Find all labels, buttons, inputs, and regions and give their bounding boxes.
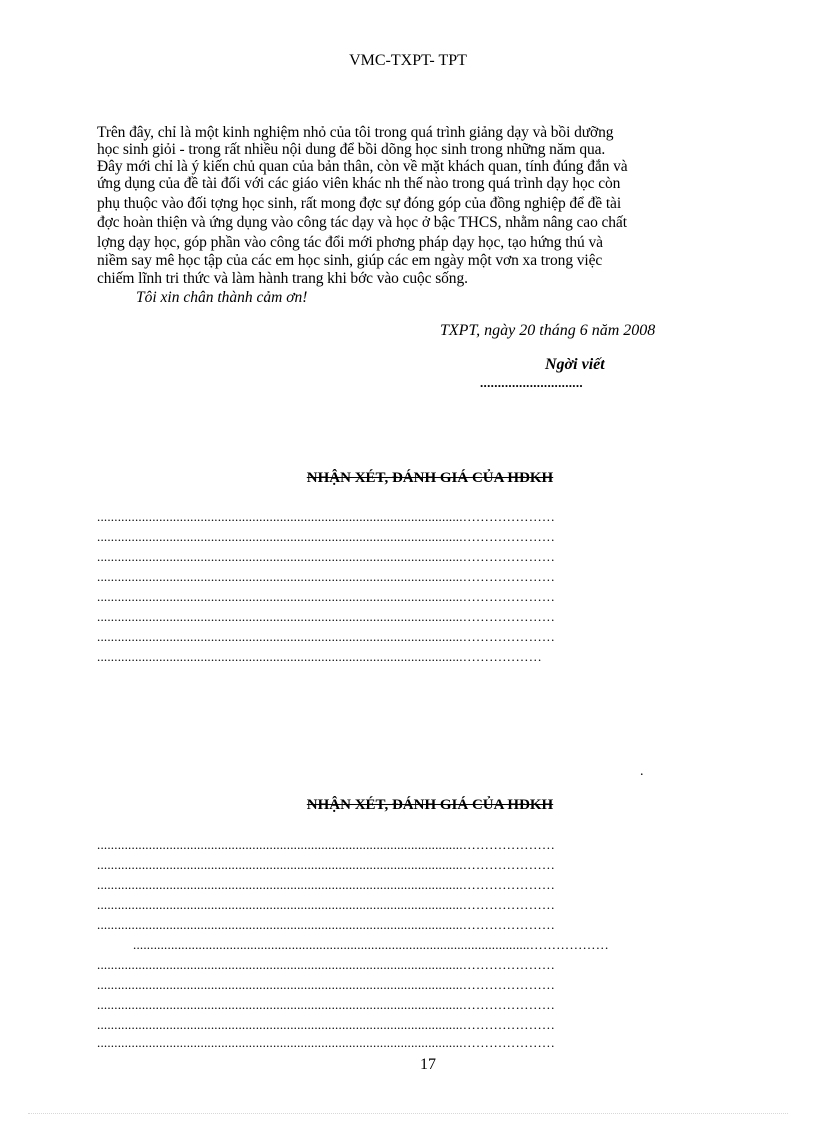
- page-number: 17: [420, 1056, 436, 1073]
- section2-heading: NHẬN XÉT, ĐÁNH GIÁ CỦA HĐKH: [306, 797, 554, 813]
- paragraph-line: Đây mới chỉ là ý kiến chủ quan của bản thân, còn về mặt khách quan, tính đúng đắn và: [97, 158, 628, 175]
- comment-line: ..........................................................................................................…………………: [97, 1036, 556, 1050]
- comment-line: ..........................................................................................................…………………: [97, 550, 556, 564]
- paragraph-line: học sinh giỏi - trong rất nhiều nội dung để bồi dõng học sinh trong những năm qua.: [97, 141, 606, 158]
- comment-line: ..........................................................................................................…………………: [97, 1018, 556, 1032]
- comment-line: ..........................................................................................................…………………: [97, 978, 556, 992]
- footer-divider: [28, 1113, 788, 1114]
- section1-heading: NHẬN XÉT, ĐÁNH GIÁ CỦA HĐKH: [306, 470, 554, 486]
- comment-line: ..........................................................................................................…………………: [97, 610, 556, 624]
- comment-line: ..........................................................................................................…………………: [97, 998, 556, 1012]
- paragraph-line: ứng dụng của đề tài đối với các giáo viên khác nh thế nào trong quá trình dạy học còn: [97, 175, 621, 192]
- paragraph-line: lợng dạy học, góp phần vào công tác đổi mới phơng pháp dạy học, tạo hứng thú và: [97, 234, 603, 251]
- comment-line: ..........................................................................................................………………: [97, 650, 542, 664]
- comment-line: ..........................................................................................................…………………: [97, 898, 556, 912]
- comment-line: ..........................................................................................................…………………: [97, 530, 556, 544]
- page-header: VMC-TXPT- TPT: [349, 52, 467, 69]
- comment-line: ..........................................................................................................…………………: [97, 958, 556, 972]
- paragraph-line: đợc hoàn thiện và ứng dụng vào công tác dạy và học ở bậc THCS, nhằm nâng cao chất: [97, 214, 627, 231]
- thanks-line: Tôi xin chân thành cảm ơn!: [136, 289, 308, 306]
- signature-dots: .............................: [480, 375, 583, 390]
- comment-line: ..........................................................................................................…………………: [97, 838, 556, 852]
- comment-line: ..........................................................................................................…………………: [97, 858, 556, 872]
- comment-line: ..........................................................................................................…………………: [97, 590, 556, 604]
- paragraph-line: niềm say mê học tập của các em học sinh, giúp các em ngày một vơn xa trong việc: [97, 252, 603, 269]
- comment-line: ..........................................................................................................…………………: [97, 510, 556, 524]
- signature-author-label: Ngời viết: [545, 356, 605, 373]
- paragraph-line: phụ thuộc vào đối tợng học sinh, rất mong đợc sự đóng góp của đồng nghiệp để đề tài: [97, 195, 622, 212]
- comment-line: ..........................................................................................................…………………: [97, 570, 556, 584]
- comment-line: ..........................................................................................................…………………: [97, 918, 556, 932]
- comment-line: ..........................................................................................................…………………: [97, 630, 556, 644]
- signature-date: TXPT, ngày 20 tháng 6 năm 2008: [440, 322, 656, 339]
- paragraph-line: chiếm lĩnh tri thức và làm hành trang khi bớc vào cuộc sống.: [97, 270, 468, 287]
- stray-dot: .: [640, 764, 644, 779]
- comment-line: ..........................................................................................................…………………: [97, 878, 556, 892]
- paragraph-line: Trên đây, chỉ là một kinh nghiệm nhỏ của tôi trong quá trình giảng dạy và bồi dưỡng: [97, 124, 614, 141]
- comment-line: ...................................................................................................................………………: [133, 938, 609, 952]
